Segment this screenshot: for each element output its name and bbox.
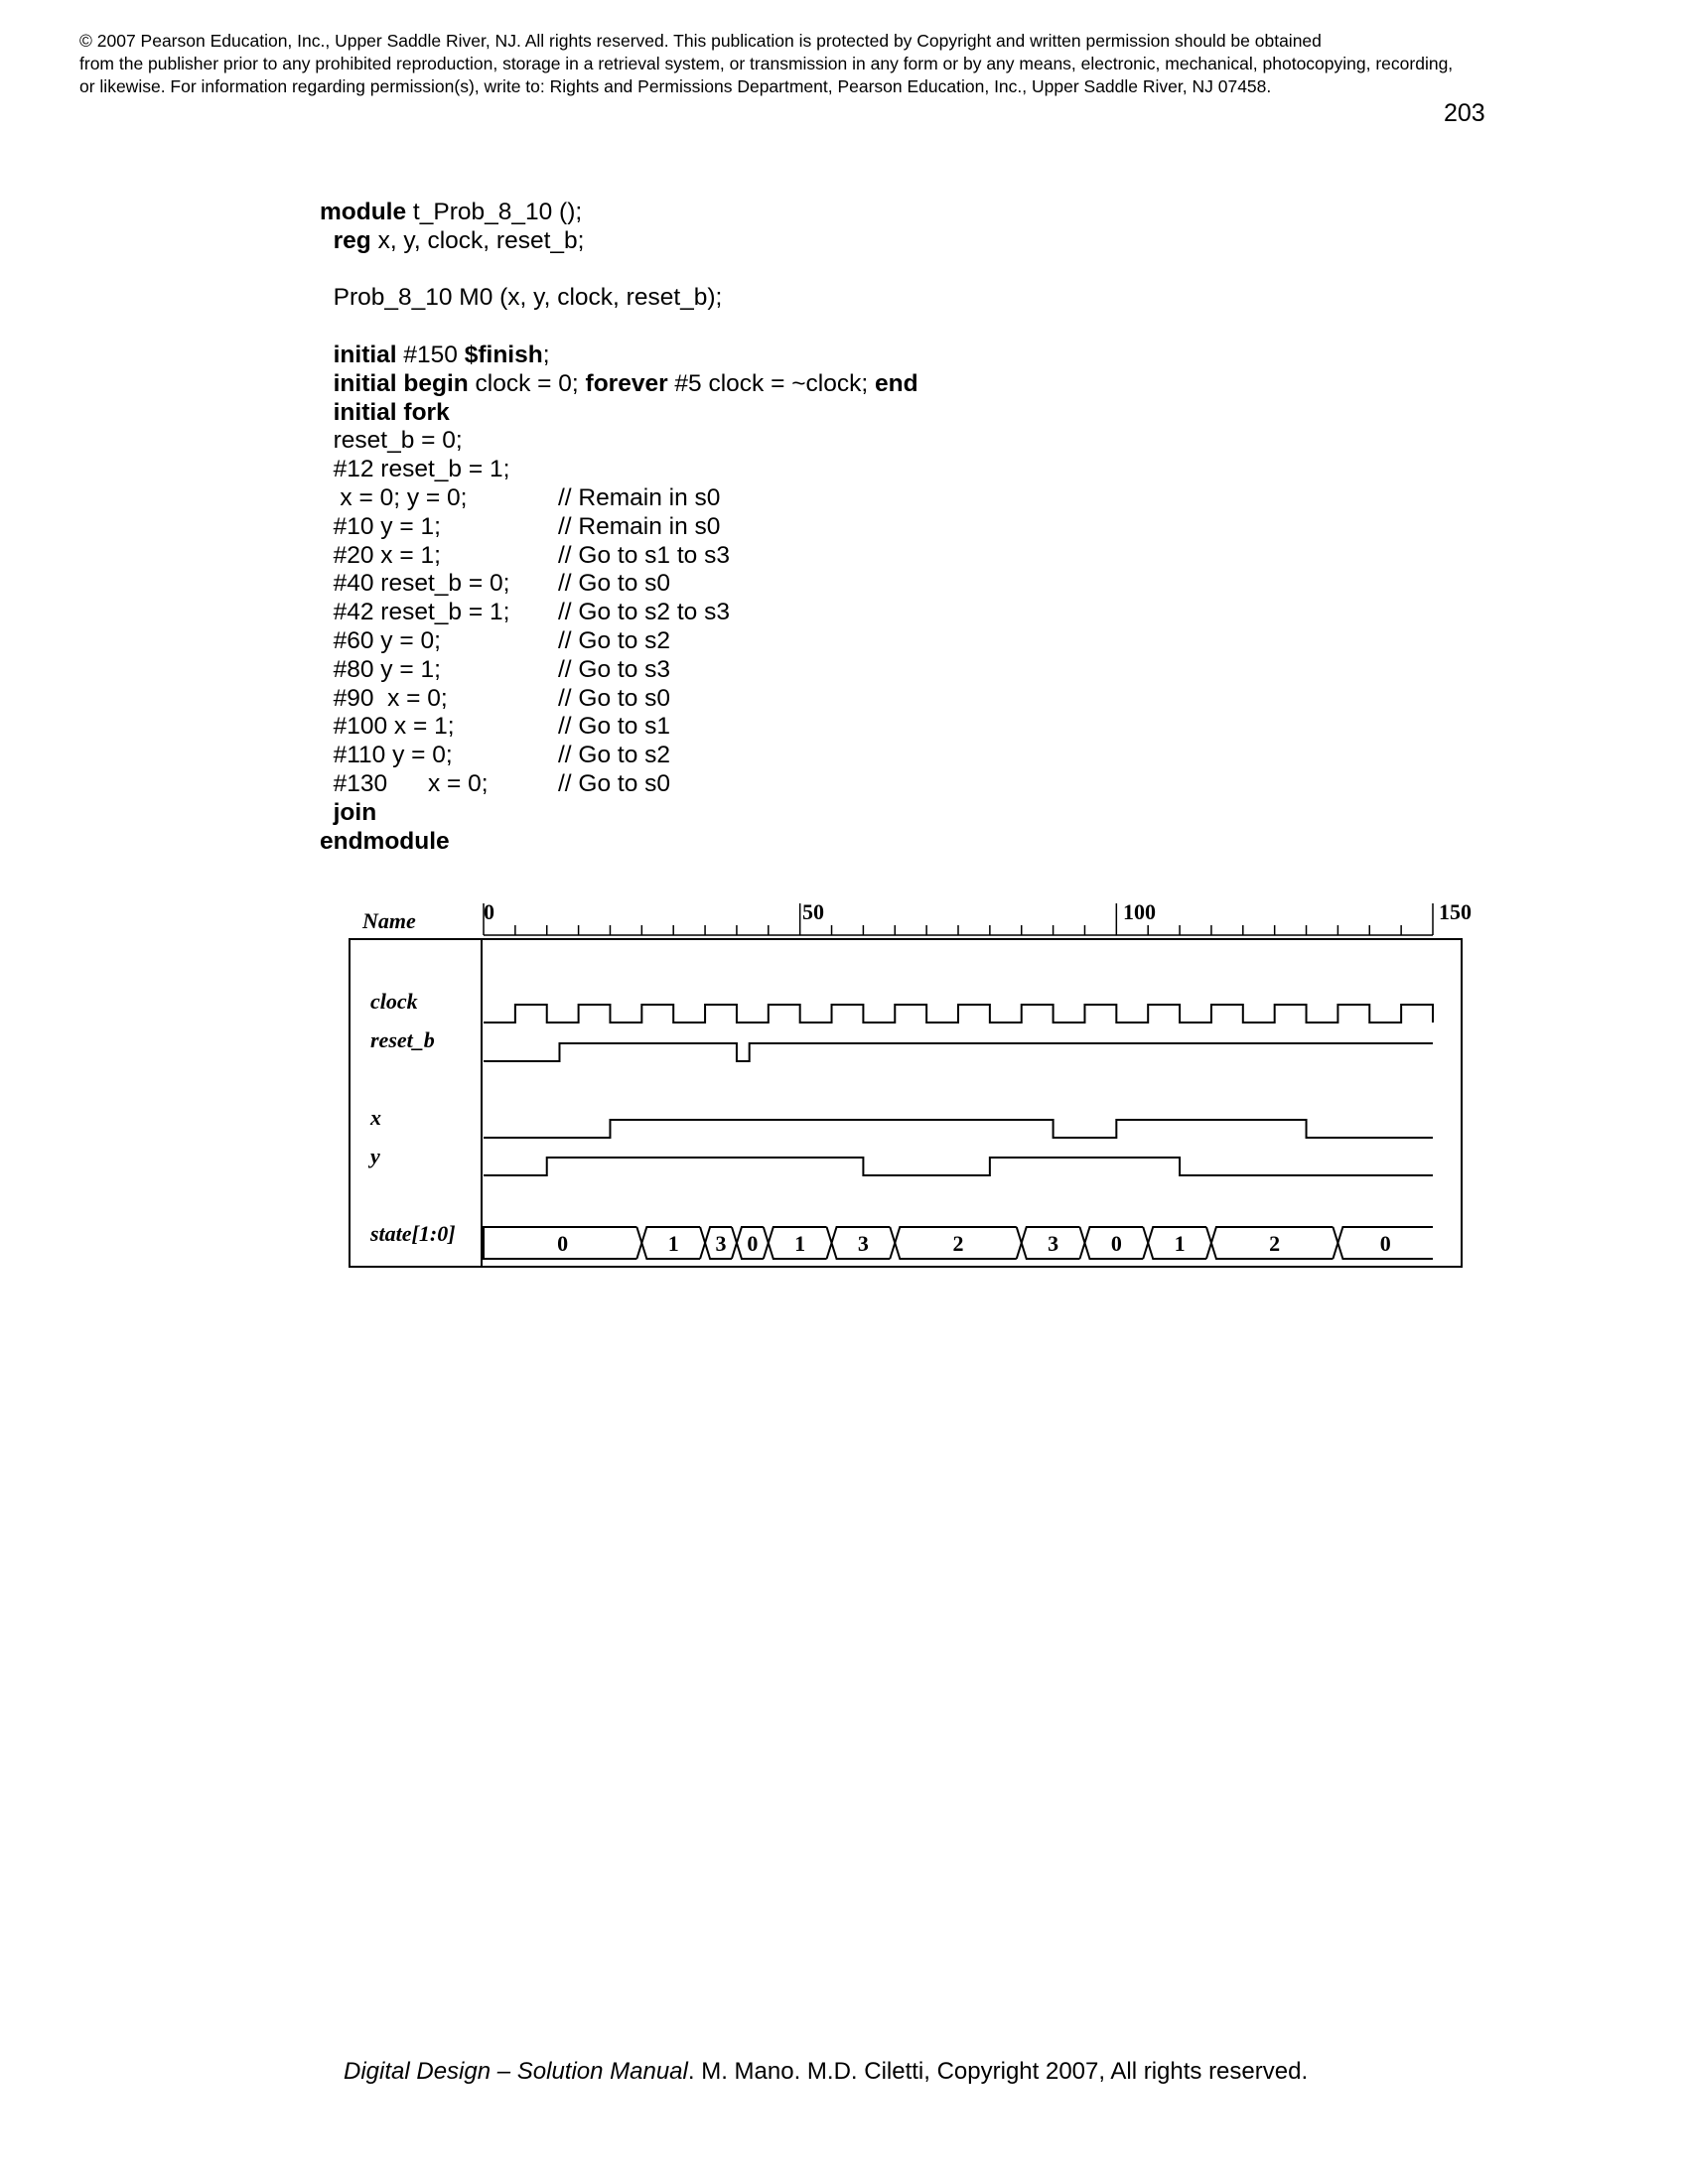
footer-title: Digital Design – Solution Manual	[344, 2058, 688, 2085]
state-value-label: 3	[715, 1231, 727, 1256]
state-value-label: 1	[794, 1231, 806, 1256]
code-comment: // Go to s3	[558, 655, 671, 683]
code-comment: // Remain in s0	[558, 512, 721, 540]
signal-label-reset-b: reset_b	[370, 1027, 435, 1052]
state-value-label: 2	[1269, 1231, 1281, 1256]
code-statement: #10 y = 1;	[320, 512, 441, 540]
signal-label-state: state[1:0]	[370, 1221, 456, 1246]
code-text: ;	[542, 341, 550, 368]
state-value-label: 0	[557, 1231, 569, 1256]
code-text: clock = 0;	[468, 369, 586, 397]
code-statement: #80 y = 1;	[320, 655, 441, 683]
signal-label-clock: clock	[370, 989, 418, 1014]
keyword: end	[874, 369, 918, 397]
keyword: initial begin	[333, 369, 469, 397]
code-text: t_Prob_8_10 ();	[406, 199, 583, 225]
signal-label-y: y	[370, 1144, 380, 1168]
state-value-label: 0	[1379, 1231, 1391, 1256]
time-label: 50	[802, 899, 824, 924]
footer-text: . M. Mano. M.D. Ciletti, Copyright 2007, All rights reserved.	[687, 2058, 1309, 2085]
page-number: 203	[1444, 99, 1485, 127]
time-label: 100	[1123, 899, 1156, 924]
code-comment: // Go to s0	[558, 684, 671, 712]
code-statement: reset_b = 0;	[320, 427, 463, 455]
keyword: forever	[585, 369, 668, 397]
code-text: Prob_8_10 M0 (x, y, clock, reset_b);	[333, 284, 723, 312]
code-text: #150	[396, 341, 465, 368]
code-statement: #90 x = 0;	[320, 684, 448, 712]
state-value-label: 1	[667, 1231, 679, 1256]
code-comment: // Go to s0	[558, 570, 671, 598]
copyright-line: or likewise. For information regarding permission(s), write to: Rights and Permissions Department, Pearson Education, Inc., Upper Saddle River, NJ 07458.	[79, 76, 1272, 96]
code-text: x, y, clock, reset_b;	[370, 226, 585, 254]
state-value-label: 3	[1048, 1231, 1059, 1256]
code-statement: x = 0; y = 0;	[320, 483, 468, 511]
keyword: initial	[333, 341, 397, 368]
code-comment: // Go to s2 to s3	[558, 599, 730, 626]
keyword: endmodule	[320, 827, 450, 855]
code-comment: // Go to s1 to s3	[558, 541, 730, 569]
keyword: module	[320, 199, 407, 225]
code-text: #5 clock = ~clock;	[667, 369, 875, 397]
code-statement: #20 x = 1;	[320, 541, 441, 569]
state-value-label: 1	[1174, 1231, 1186, 1256]
code-statement: #130 x = 0;	[320, 769, 489, 797]
state-value-label: 0	[747, 1231, 759, 1256]
code-comment: // Go to s2	[558, 626, 671, 654]
code-comment: // Go to s0	[558, 769, 671, 797]
x-trace	[484, 1120, 1433, 1138]
signal-label-x: x	[370, 1105, 381, 1130]
code-statement: #110 y = 0;	[320, 742, 453, 769]
keyword: initial fork	[333, 398, 450, 426]
code-statement: #12 reset_b = 1;	[320, 456, 510, 483]
time-ruler	[484, 903, 1433, 935]
reset-b-trace	[484, 1043, 1433, 1061]
state-value-label: 3	[857, 1231, 869, 1256]
copyright-line: from the publisher prior to any prohibited reproduction, storage in a retrieval system, or transmission in any form or by any means, electronic, mechanical, photocopying, recording,	[79, 54, 1454, 73]
keyword: reg	[333, 226, 371, 254]
y-trace	[484, 1158, 1433, 1175]
code-statement: #60 y = 0;	[320, 626, 441, 654]
waveform-frame	[350, 939, 1462, 1267]
state-value-label: 0	[1110, 1231, 1122, 1256]
signal-traces	[484, 1005, 1433, 1259]
code-statement: #42 reset_b = 1;	[320, 599, 510, 626]
code-comment: // Go to s1	[558, 713, 671, 741]
keyword: join	[333, 798, 377, 826]
code-statement: #40 reset_b = 0;	[320, 570, 510, 598]
name-header: Name	[362, 908, 416, 933]
copyright-line: © 2007 Pearson Education, Inc., Upper Saddle River, NJ. All rights reserved. This publication is protected by Copyright and written permission should be obtained	[79, 31, 1322, 51]
time-label: 0	[484, 899, 494, 924]
code-statement: #100 x = 1;	[320, 713, 455, 741]
clock-trace	[484, 1005, 1433, 1023]
time-label: 150	[1439, 899, 1472, 924]
code-comment: // Remain in s0	[558, 483, 721, 511]
keyword: $finish	[464, 341, 543, 368]
footer	[344, 2058, 1308, 2086]
code-comment: // Go to s2	[558, 742, 671, 769]
state-value-label: 2	[952, 1231, 964, 1256]
